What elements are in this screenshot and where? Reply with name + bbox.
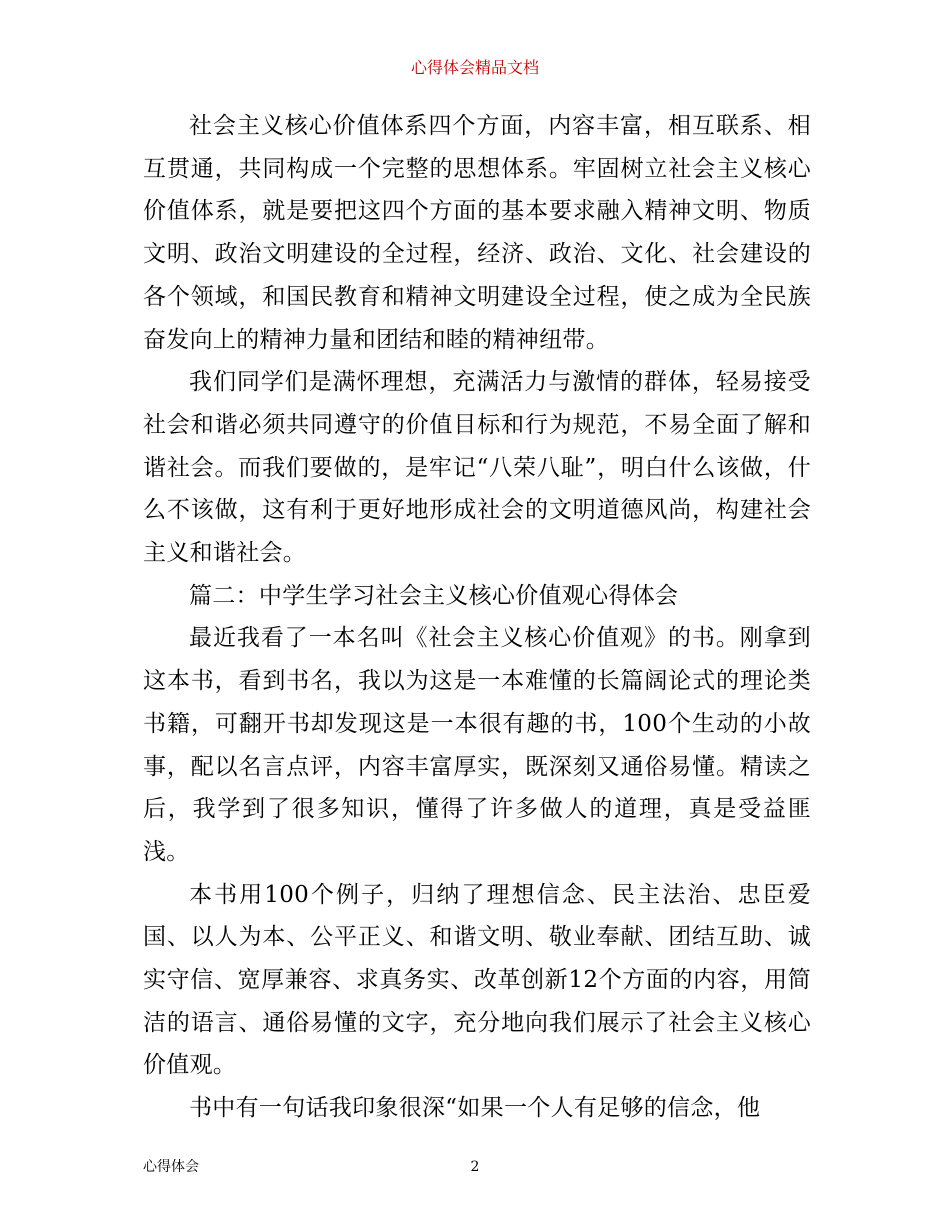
section-heading: 篇二：中学生学习社会主义核心价值观心得体会 [189,582,679,609]
paragraph-2: 我们同学们是满怀理想，充满活力与激情的群体，轻易接受社会和谐必须共同遵守的价值目标和行为规范，不易全面了解和谐社会。而我们要做的，是牢记“八荣八耻”，明白什么该做，什么不该做，这有利于更好地形成社会的文明道德风尚，构建社会主义和谐社会。 [143,369,811,567]
paragraph-5: 书中有一句话我印象很深“如果一个人有足够的信念，他 [189,1095,761,1122]
footer-label: 心得体会 [143,1159,199,1175]
document-body [143,105,811,1130]
paragraph-4: 本书用100个例子，归纳了理想信念、民主法治、忠臣爱国、以人为本、公平正义、和谐文明、敬业奉献、团结互助、诚实守信、宽厚兼容、求真务实、改革创新12个方面的内容，用简洁的语言、通俗易懂的文字，充分地向我们展示了社会主义核心价值观。 [143,881,811,1079]
page-header-title: 心得体会精品文档 [410,58,539,77]
paragraph-3: 最近我看了一本名叫《社会主义核心价值观》的书。刚拿到这本书，看到书名，我以为这是一本难懂的长篇阔论式的理论类书籍，可翻开书却发现这是一本很有趣的书，100个生动的小故事，配以名言点评，内容丰富厚实，既深刻又通俗易懂。精读之后，我学到了很多知识，懂得了许多做人的道理，真是受益匪浅。 [143,625,811,865]
paragraph-1: 社会主义核心价值体系四个方面，内容丰富，相互联系、相互贯通，共同构成一个完整的思想体系。牢固树立社会主义核心价值体系，就是要把这四个方面的基本要求融入精神文明、物质文明、政治文明建设的全过程，经济、政治、文化、社会建设的各个领域，和国民教育和精神文明建设全过程，使之成为全民族奋发向上的精神力量和团结和睦的精神纽带。 [143,113,811,353]
page-number: 2 [470,1159,480,1175]
